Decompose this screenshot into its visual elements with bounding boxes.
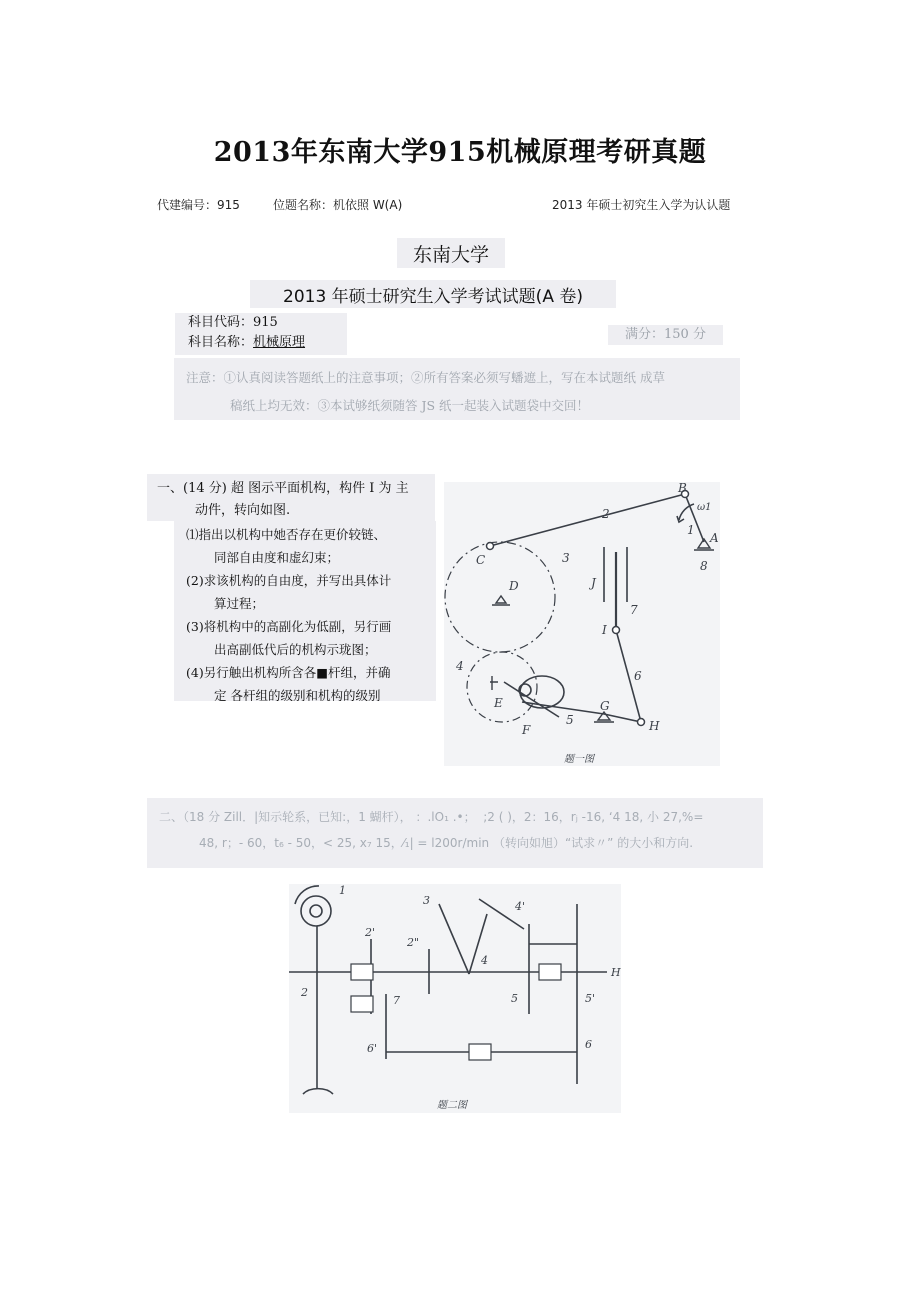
label-f: F — [522, 723, 531, 737]
label-gear-2p: 2' — [365, 926, 376, 939]
link-2 — [490, 494, 685, 546]
label-gear-4: 4 — [481, 954, 488, 967]
q1-item-4a: (4)另行触出机构所含各■杆组，并确 — [186, 665, 391, 680]
subject-name-label: 科目名称： — [188, 335, 254, 350]
label-gear-2: 2 — [301, 986, 308, 999]
label-2: 2 — [602, 507, 610, 521]
question-1-line-1: 一、(14 分) 超 图示平面机构，构件 I 为 主 — [157, 481, 409, 496]
full-score: 满分：150 分 — [608, 325, 723, 345]
q1-item-2b: 算过程； — [214, 596, 265, 611]
label-gear-3: 3 — [423, 894, 430, 907]
label-i: I — [602, 623, 607, 637]
label-g: G — [600, 699, 610, 713]
label-gear-4p: 4' — [515, 900, 526, 913]
label-7: 7 — [630, 603, 638, 617]
worm-1 — [301, 896, 331, 926]
question-2-line-1: 二、（18 分 Zill．|知示轮系，已知:，1 蝴杆）， ：.lO₁ .•； ;2 ( )，2：16，rⱼ -16, ‘4 18, 小 27,%= — [159, 810, 704, 824]
link-ef — [504, 682, 559, 717]
subject-name-line — [188, 333, 347, 353]
meta-code: 代建编号：915 — [157, 198, 240, 212]
gear-3-arm — [439, 904, 469, 974]
label-d: D — [509, 579, 519, 593]
question-1-items — [174, 521, 436, 701]
subject-code-label: 科目代码： — [188, 315, 254, 330]
question-1-line-2: 动件，转向如图. — [195, 503, 291, 518]
joint-h — [638, 719, 645, 726]
label-8: 8 — [700, 559, 708, 573]
bearing-2 — [351, 996, 373, 1012]
ground-e — [490, 676, 498, 690]
label-6: 6 — [634, 669, 642, 683]
worm-rotation-arrow — [295, 886, 319, 904]
q1-item-2a: (2)求该机构的自由度，并写出具体计 — [186, 573, 392, 588]
gear-2-arc — [303, 1089, 333, 1094]
page-title: 2013年东南大学915机械原理考研真题 — [213, 137, 707, 168]
label-4: 4 — [456, 659, 464, 673]
subject-block — [175, 313, 347, 355]
notice-block — [174, 358, 740, 420]
question-1-stem — [147, 474, 435, 521]
link-5 — [522, 702, 604, 714]
label-gear-5p: 5' — [585, 992, 596, 1005]
label-c: C — [476, 553, 486, 567]
label-b: B — [678, 482, 687, 495]
link-gh — [604, 714, 641, 722]
label-gear-7: 7 — [393, 994, 400, 1007]
figure-1-drawing — [444, 482, 720, 766]
q1-item-3a: (3)将机构中的高副化为低副，另行画 — [186, 619, 392, 634]
label-h: H — [649, 719, 660, 733]
label-j: J — [591, 576, 596, 590]
university-heading: 东南大学 — [397, 238, 505, 268]
label-e: E — [494, 696, 503, 710]
q1-item-3b: 出高副低代后的机构示珑图； — [214, 642, 377, 657]
worm-1-hub — [310, 905, 322, 917]
label-1: 1 — [687, 523, 695, 537]
label-h: H — [611, 966, 621, 979]
label-gear-6: 6 — [585, 1038, 592, 1051]
bearing-3 — [469, 1044, 491, 1060]
label-omega: ω1 — [697, 502, 712, 513]
question-2-stem — [147, 798, 763, 868]
q1-item-4b: 定 各杆组的级别和机构的级别 — [214, 688, 381, 701]
label-gear-6p: 6' — [367, 1042, 378, 1055]
label-gear-2pp: 2" — [407, 936, 420, 949]
figure-2-caption: 题二图 — [437, 1100, 467, 1111]
subject-code-value: 915 — [253, 315, 278, 330]
notice-line-1: 注意：①认真阅读答题纸上的注意事项；②所有答案必须写蟠遮上，写在本试题纸 成草 — [186, 370, 665, 385]
label-gear-5: 5 — [511, 992, 518, 1005]
notice-line-2: 稿纸上均无效：③本试够纸须随答 JS 纸一起装入试题袋中交回！ — [230, 398, 590, 413]
subject-name-value: 机械原理 — [253, 335, 306, 350]
question-2-line-2: 48, r；- 60，t₆ - 50，< 25, x₇ 15，⁄₁| = l200r/min （转向如旭）“试求〃” 的大小和方向. — [199, 836, 694, 850]
exam-heading: 2013 年硕士研究生入学考试试题(A 卷) — [250, 280, 616, 308]
label-3: 3 — [562, 551, 570, 565]
figure-1-caption: 题一图 — [564, 754, 594, 765]
joint-c — [487, 543, 494, 550]
meta-exam: 2013 年硕士初究生入学为认认题 — [552, 198, 731, 212]
q1-item-1b: 同部自由度和虚幻束； — [214, 550, 340, 565]
subject-code-line — [188, 313, 347, 333]
joint-i — [613, 627, 620, 634]
figure-2 — [289, 884, 621, 1113]
figure-1 — [444, 482, 720, 766]
label-gear-1: 1 — [339, 884, 346, 897]
meta-name: 位题名称：机依照 W(A) — [273, 198, 403, 212]
bearing-4 — [539, 964, 561, 980]
ground-d — [492, 596, 510, 605]
label-a: A — [710, 531, 719, 545]
roller-circle-4 — [467, 652, 537, 722]
label-5: 5 — [566, 713, 574, 727]
bearing-1 — [351, 964, 373, 980]
figure-2-drawing — [289, 884, 621, 1113]
q1-item-1a: ⑴指出以机构中她否存在更价较链、 — [186, 527, 387, 542]
follower-body — [520, 676, 564, 708]
